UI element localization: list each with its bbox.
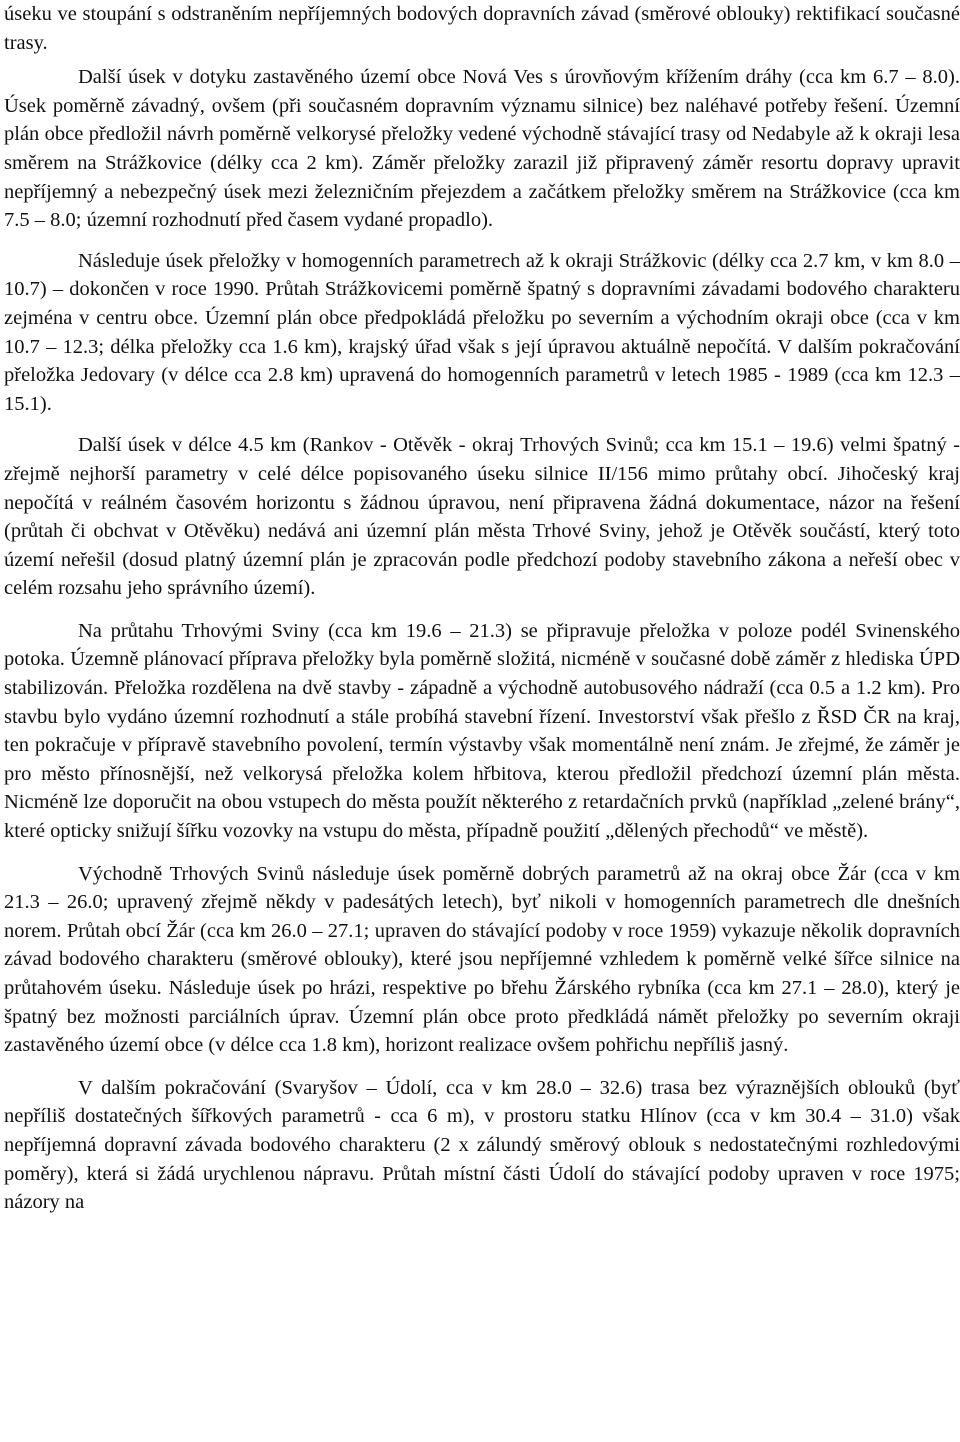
paragraph-2: Další úsek v dotyku zastavěného území obce Nová Ves s úrovňovým křížením dráhy (cca km 6.7 – 8.0). Úsek poměrně závadný, ovšem (při současném dopravním významu silnice) bez naléhavé potřeby řešení. Územní plán obce předložil návrh poměrně velkorysé přeložky vedené východně stávající trasy od Nedabyle až k okraji lesa směrem na Strážkovice (délky cca 2 km). Záměr přeložky zarazil již připravený záměr resortu dopravy upravit nepříjemný a nebezpečný úsek mezi železničním přejezdem a začátkem přeložky směrem na Strážkovice (cca km 7.5 – 8.0; územní rozhodnutí před časem vydané propadlo). — [4, 66, 960, 232]
paragraph-5: Na průtahu Trhovými Sviny (cca km 19.6 – 21.3) se připravuje přeložka v poloze podél Svinenského potoka. Územně plánovací příprava přeložky byla poměrně složitá, nicméně v současné době záměr z hlediska ÚPD stabilizován. Přeložka rozdělena na dvě stavby - západně a východně autobusového nádraží (cca 0.5 a 1.2 km). Pro stavbu bylo vydáno územní rozhodnutí a stále probíhá stavební řízení. Investorství však přešlo z ŘSD ČR na kraj, ten pokračuje v přípravě stavebního povolení, termín výstavby však momentálně není znám. Je zřejmé, že záměr je pro město přínosnější, než velkorysá přeložka kolem hřbitova, kterou předložil předchozí územní plán města. Nicméně lze doporučit na obou vstupech do města použít některého z retardačních prvků (například „zelené brány“, které opticky snižují šířku vozovky na vstupu do města, případně použití „dělených přechodů“ ve městě). — [4, 619, 960, 843]
paragraph-1: úseku ve stoupání s odstraněním nepříjemných bodových dopravních závad (směrové oblouky) rektifikací současné trasy. — [4, 3, 960, 54]
paragraph-7: V dalším pokračování (Svaryšov – Údolí, cca v km 28.0 – 32.6) trasa bez výraznějších oblouků (byť nepříliš dostatečných šířkových parametrů - cca 6 m), v prostoru statku Hlínov (cca v km 30.4 – 31.0) však nepříjemná dopravní závada bodového charakteru (2 x zálundý směrový oblouk s nedostatečnými rozhledovými poměry), která si žádá urychlenou nápravu. Průtah místní části Údolí do stávající podoby upraven v roce 1975; názory na — [4, 1076, 960, 1214]
paragraph-3: Následuje úsek přeložky v homogenních parametrech až k okraji Strážkovic (délky cca 2.7 km, v km 8.0 – 10.7) – dokončen v roce 1990. Průtah Strážkovicemi poměrně špatný s dopravními závadami bodového charakteru zejména v centru obce. Územní plán obce předpokládá přeložku po severním a východním okraji obce (cca v km 10.7 – 12.3; délka přeložky cca 1.6 km), krajský úřad však s její úpravou aktuálně nepočítá. V dalším pokračování přeložka Jedovary (v délce cca 2.8 km) upravená do homogenních parametrů v letech 1985 - 1989 (cca km 12.3 – 15.1). — [4, 249, 960, 415]
paragraph-6: Východně Trhových Svinů následuje úsek poměrně dobrých parametrů až na okraj obce Žár (cca v km 21.3 – 26.0; upravený zřejmě někdy v padesátých letech), byť nikoli v homogenních parametrech dle dnešních norem. Průtah obcí Žár (cca km 26.0 – 27.1; upraven do stávající podoby v roce 1959) vykazuje několik dopravních závad bodového charakteru (směrové oblouky), které jsou nepříjemné vzhledem k poměrně velké šířce silnice na průtahovém úseku. Následuje úsek po hrázi, respektive po břehu Žárského rybníka (cca km 27.1 – 28.0), který je špatný bez možnosti parciálních úprav. Územní plán obce proto předkládá námět přeložky po severním okraji zastavěného území obce (v délce cca 1.8 km), horizont realizace ovšem pohřichu nepříliš jasný. — [4, 862, 960, 1057]
paragraph-4: Další úsek v délce 4.5 km (Rankov - Otěvěk - okraj Trhových Svinů; cca km 15.1 – 19.6) velmi špatný - zřejmě nejhorší parametry v celé délce popisovaného úseku silnice II/156 mimo průtahy obcí. Jihočeský kraj nepočítá v reálném časovém horizontu s žádnou úpravou, není připravena žádná dokumentace, názor na řešení (průtah či obchvat v Otěvěku) nedává ani územní plán města Trhové Sviny, jehož je Otěvěk součástí, který toto území neřešil (dosud platný územní plán je zpracován podle předchozí podoby stavebního zákona a neřeší obec v celém rozsahu jeho správního území). — [4, 434, 960, 600]
document-page — [4, 0, 960, 1217]
